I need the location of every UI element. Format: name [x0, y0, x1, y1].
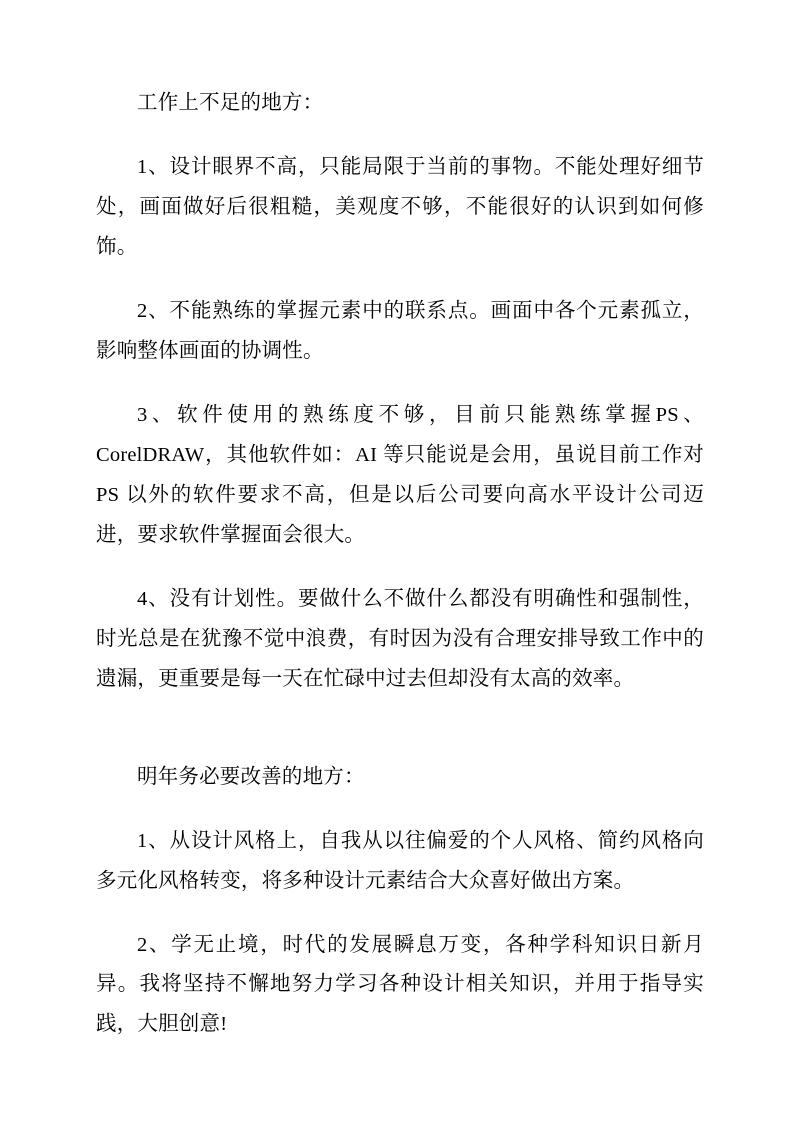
paragraph-heading-shortcomings: 工作上不足的地方： [137, 92, 324, 114]
document-body [96, 84, 704, 1069]
paragraph-item-1-improvement: 1、从设计风格上，自我从以往偏爱的个人风格、简约风格向多元化风格转变，将多种设计元素结合大众喜好做出方案。 [96, 829, 704, 892]
paragraph-heading-improvements: 明年务必要改善的地方： [137, 765, 365, 788]
paragraph-item-1-shortcoming: 1、设计眼界不高，只能局限于当前的事物。不能处理好细节处，画面做好后很粗糙，美观度不够，不能很好的认识到如何修饰。 [96, 155, 704, 258]
paragraph-spacer [96, 724, 704, 758]
paragraph-item-4-shortcoming: 4、没有计划性。要做什么不做什么都没有明确性和强制性，时光总是在犹豫不觉中浪费，有时因为没有合理安排导致工作中的遗漏，更重要是每一天在忙碌中过去但却没有太高的效率。 [96, 587, 704, 690]
paragraph-item-2-shortcoming: 2、不能熟练的掌握元素中的联系点。画面中各个元素孤立，影响整体画面的协调性。 [96, 299, 704, 362]
paragraph-item-2-improvement: 2、学无止境，时代的发展瞬息万变，各种学科知识日新月异。我将坚持不懈地努力学习各种设计相关知识，并用于指导实践，大胆创意! [96, 933, 704, 1036]
paragraph-item-3-shortcoming: 3、软件使用的熟练度不够，目前只能熟练掌握PS、CorelDRAW，其他软件如：AI 等只能说是会用，虽说目前工作对 PS 以外的软件要求不高，但是以后公司要向高水平设计公司迈进，要求软件掌握面会很大。 [96, 403, 704, 546]
